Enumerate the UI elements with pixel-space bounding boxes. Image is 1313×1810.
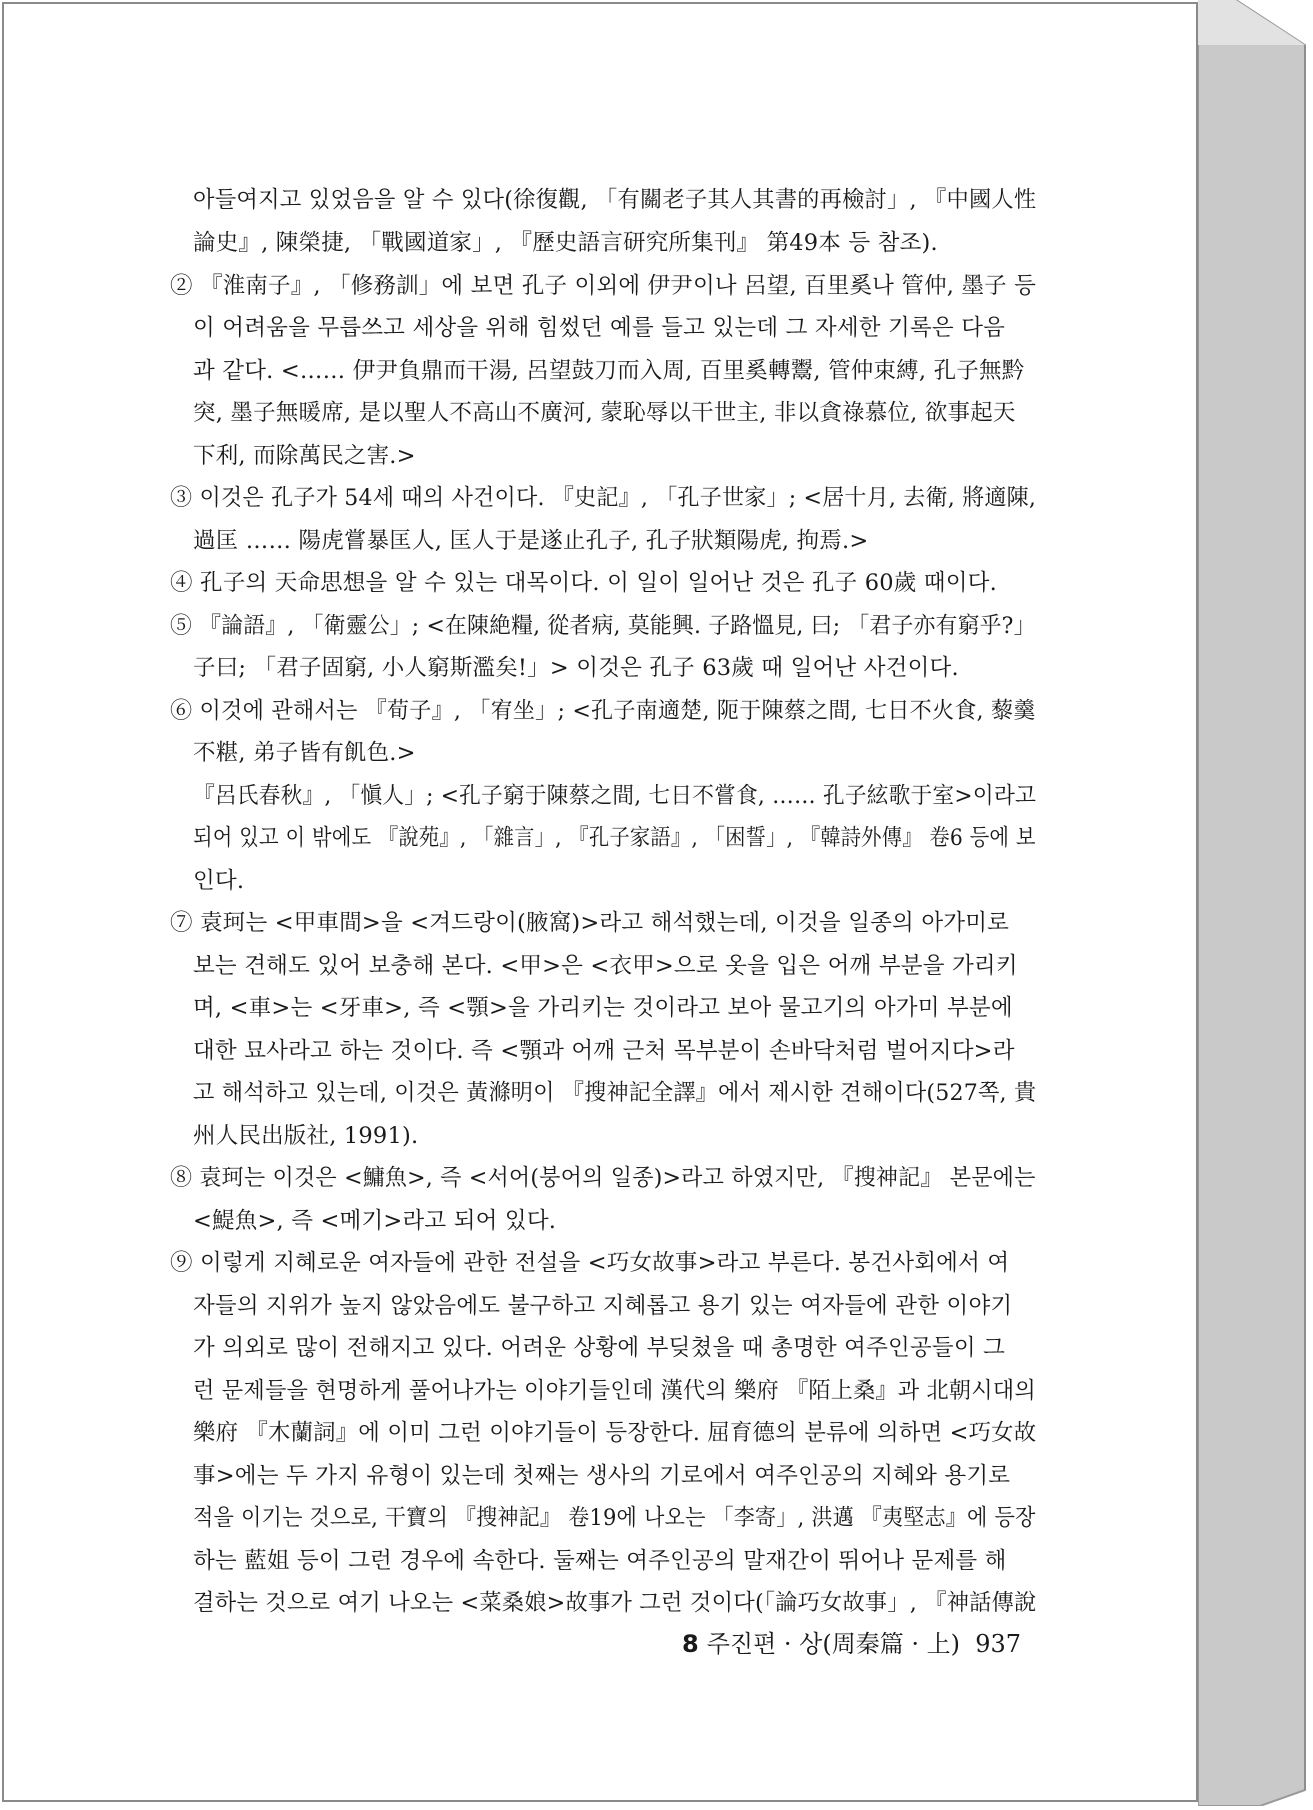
text-line: 論史』, 陳榮捷, 「戰國道家」, 『歷史語言研究所集刊』 第49本 등 참조). <box>193 230 938 256</box>
body-text <box>4 4 1196 1800</box>
text-line: 州人民出版社, 1991). <box>193 1123 419 1149</box>
text-line: 事>에는 두 가지 유형이 있는데 첫째는 생사의 기로에서 여주인공의 지혜와 용기로 <box>193 1463 1011 1489</box>
note-4-line: ④ 孔子의 天命思想을 알 수 있는 대목이다. 이 일이 일어난 것은 孔子 60歲 때이다. <box>170 570 997 596</box>
chapter-number: 8 <box>682 1630 699 1658</box>
text-line: 突, 墨子無暖席, 是以聖人不高山不廣河, 蒙恥辱以干世主, 非以貪祿慕位, 欲事起天 <box>193 400 1016 426</box>
note-7-line: ⑦ 袁珂는 <甲車間>을 <겨드랑이(腋窩)>라고 해석했는데, 이것을 일종의 아가미로 <box>170 910 1010 936</box>
text-line: 樂府 『木蘭詞』에 이미 그런 이야기들이 등장한다. 屈育德의 분류에 의하면 <巧女故 <box>193 1420 1037 1446</box>
text-line: 不糂, 弟子皆有飢色.> <box>193 740 416 766</box>
text-line: 되어 있고 이 밖에도 『說苑』, 「雜言」, 『孔子家語』, 「困誓」, 『韓詩外傳』 卷6 등에 보 <box>193 825 1036 851</box>
note-9-line: ⑨ 이렇게 지혜로운 여자들에 관한 전설을 <巧女故事>라고 부른다. 봉건사회에서 여 <box>170 1250 1010 1276</box>
text-line: 過匡 …… 陽虎嘗暴匡人, 匡人于是遂止孔子, 孔子狀類陽虎, 拘焉.> <box>193 528 869 554</box>
text-line: 하는 藍姐 등이 그런 경우에 속한다. 둘째는 여주인공의 말재간이 뛰어나 문제를 해 <box>193 1548 1007 1574</box>
note-8-line: ⑧ 袁珂는 이것은 <鱅魚>, 즉 <서어(붕어의 일종)>라고 하였지만, 『搜神記』 본문에는 <box>170 1165 1036 1191</box>
text-line: 下利, 而除萬民之害.> <box>193 443 416 469</box>
text-line: 아들여지고 있었음을 알 수 있다(徐復觀, 「有關老子其人其書的再檢討」, 『中國人性 <box>193 187 1037 213</box>
note-3-line: ③ 이것은 孔子가 54세 때의 사건이다. 『史記』, 「孔子世家」; <居十月, 去衛, 將適陳, <box>170 485 1037 511</box>
text-line: 과 같다. <…… 伊尹負鼎而干湯, 呂望鼓刀而入周, 百里奚轉鬻, 管仲束縛, 孔子無黔 <box>193 358 1025 384</box>
chapter-title: 주진편 · 상(周秦篇 · 上) <box>706 1630 960 1658</box>
text-line: 런 문제들을 현명하게 풀어나가는 이야기들인데 漢代의 樂府 『陌上桑』과 北朝시대의 <box>193 1378 1036 1404</box>
text-line: 가 의외로 많이 전해지고 있다. 어려운 상황에 부딪쳤을 때 총명한 여주인공들이 그 <box>193 1335 1006 1361</box>
text-line: 子曰; 「君子固窮, 小人窮斯濫矣!」> 이것은 孔子 63歲 때 일어난 사건이다. <box>193 655 959 681</box>
text-line: 결하는 것으로 여기 나오는 <菜桑娘>故事가 그런 것이다(「論巧女故事」, 『神話傳說 <box>193 1590 1037 1616</box>
text-line: 『呂氏春秋』, 「愼人」; <孔子窮于陳蔡之間, 七日不嘗食, …… 孔子絃歌于室>이라고 <box>193 783 1037 809</box>
book-page-edges <box>1198 0 1313 1806</box>
text-line: <鯷魚>, 즉 <메기>라고 되어 있다. <box>193 1208 557 1234</box>
text-line: 고 해석하고 있는데, 이것은 黃滌明이 『搜神記全譯』에서 제시한 견해이다(527쪽, 貴 <box>193 1080 1037 1106</box>
text-line: 대한 묘사라고 하는 것이다. 즉 <顎과 어깨 근처 목부분이 손바닥처럼 벌어지다>라 <box>193 1038 1015 1064</box>
note-5-line: ⑤ 『論語』, 「衛靈公」; <在陳絶糧, 從者病, 莫能興. 子路慍見, 曰; 「君子亦有窮乎?」 <box>170 613 1036 639</box>
text-line: 이 어려움을 무릅쓰고 세상을 위해 힘썼던 예를 들고 있는데 그 자세한 기록은 다음 <box>193 315 1006 341</box>
document-page <box>2 2 1198 1802</box>
text-line: 적을 이기는 것으로, 干寶의 『搜神記』 卷19에 나오는 「李寄」, 洪邁 『夷堅志』에 등장 <box>193 1505 1036 1531</box>
text-line: 자들의 지위가 높지 않았음에도 불구하고 지혜롭고 용기 있는 여자들에 관한 이야기 <box>193 1293 1013 1319</box>
note-2-line: ② 『淮南子』, 「修務訓」에 보면 孔子 이외에 伊尹이나 呂望, 百里奚나 管仲, 墨子 등 <box>170 273 1037 299</box>
note-6-line: ⑥ 이것에 관해서는 『荀子』, 「宥坐」; <孔子南適楚, 阨于陳蔡之間, 七日不火食, 藜羹 <box>170 698 1036 724</box>
text-line: 보는 견해도 있어 보충해 본다. <甲>은 <衣甲>으로 옷을 입은 어깨 부분을 가리키 <box>193 953 1018 979</box>
page-footer <box>682 1624 1021 1659</box>
text-line: 인다. <box>193 868 245 894</box>
text-line: 며, <車>는 <牙車>, 즉 <顎>을 가리키는 것이라고 보아 물고기의 아가미 부분에 <box>193 995 1013 1021</box>
page-number: 937 <box>975 1630 1022 1658</box>
